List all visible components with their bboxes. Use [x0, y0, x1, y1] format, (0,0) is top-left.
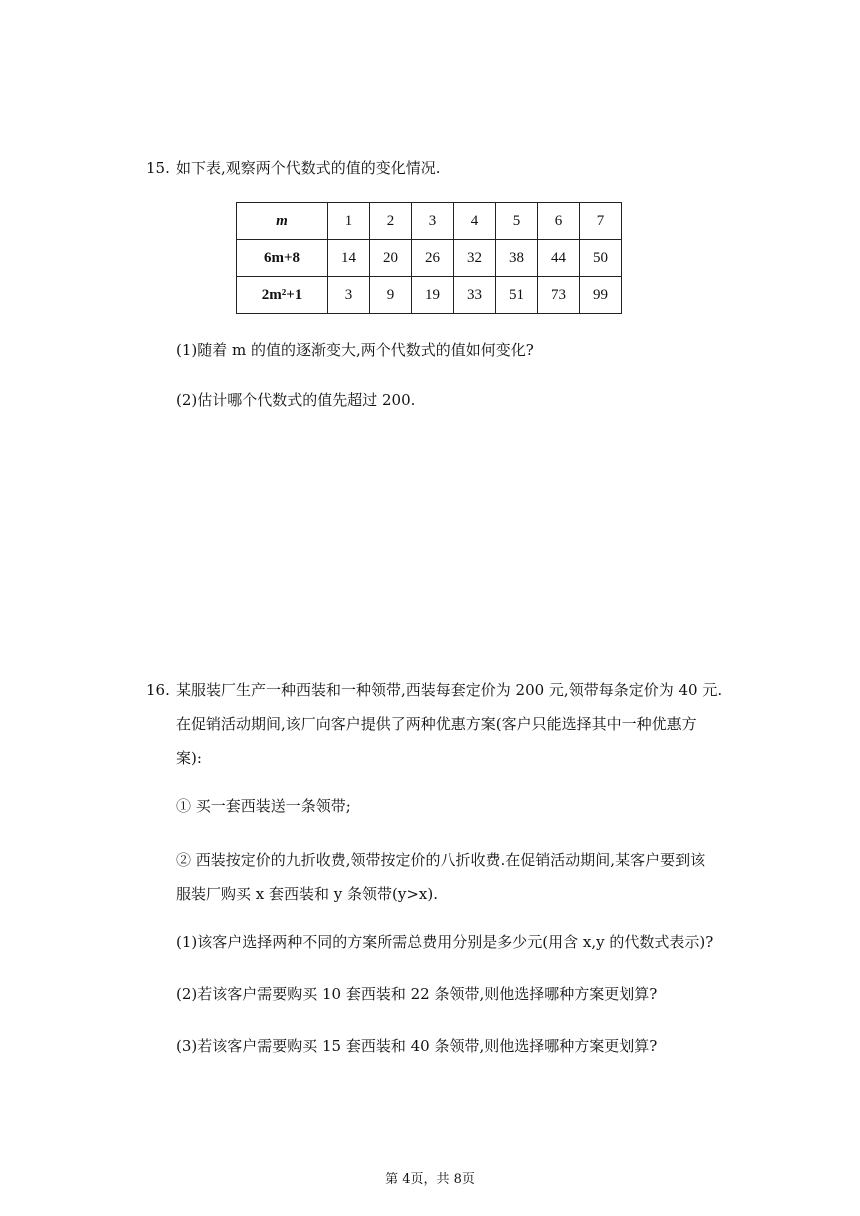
row-header-2m-squared-plus-1: 2m²+1: [237, 277, 328, 314]
question-16-line-1: 某服装厂生产一种西装和一种领带,西装每套定价为 200 元,领带每条定价为 40 元.: [176, 681, 723, 699]
question-16-number: 16.: [146, 681, 170, 699]
question-16-line-2: 在促销活动期间,该厂向客户提供了两种优惠方案(客户只能选择其中一种优惠方: [176, 715, 697, 733]
table-cell: 44: [538, 240, 580, 277]
question-15-number: 15.: [146, 159, 170, 177]
table-row: [237, 277, 622, 314]
table-row: [237, 240, 622, 277]
table-cell: 2: [370, 203, 412, 240]
table-cell: 5: [496, 203, 538, 240]
question-15-intro: 如下表,观察两个代数式的值的变化情况.: [176, 159, 441, 177]
table-cell: 32: [454, 240, 496, 277]
table-cell: 6: [538, 203, 580, 240]
value-table: [236, 202, 622, 314]
table-cell: 1: [328, 203, 370, 240]
question-16-part-2: (2)若该客户需要购买 10 套西装和 22 条领带,则他选择哪种方案更划算?: [176, 985, 658, 1003]
table-cell: 26: [412, 240, 454, 277]
table-cell: 19: [412, 277, 454, 314]
question-16-option-2-line-1: ② 西装按定价的九折收费,领带按定价的八折收费.在促销活动期间,某客户要到该: [176, 851, 706, 869]
table-cell: 51: [496, 277, 538, 314]
table-cell: 73: [538, 277, 580, 314]
row-header-6m-plus-8: 6m+8: [237, 240, 328, 277]
question-16-option-1: ① 买一套西装送一条领带;: [176, 797, 351, 815]
table-cell: 4: [454, 203, 496, 240]
question-15-part-1: (1)随着 m 的值的逐渐变大,两个代数式的值如何变化?: [176, 341, 534, 359]
question-16-part-1: (1)该客户选择两种不同的方案所需总费用分别是多少元(用含 x,y 的代数式表示)?: [176, 933, 714, 951]
page-footer: 第 4页，共 8页: [385, 1172, 475, 1187]
table-cell: 33: [454, 277, 496, 314]
question-16-part-3: (3)若该客户需要购买 15 套西装和 40 条领带,则他选择哪种方案更划算?: [176, 1037, 658, 1055]
row-header-m: m: [237, 203, 328, 240]
table-cell: 20: [370, 240, 412, 277]
table-cell: 99: [580, 277, 622, 314]
table-cell: 14: [328, 240, 370, 277]
question-16-line-3: 案):: [176, 749, 202, 767]
table-cell: 50: [580, 240, 622, 277]
question-15-part-2: (2)估计哪个代数式的值先超过 200.: [176, 391, 416, 409]
table-cell: 9: [370, 277, 412, 314]
question-16-option-2-line-2: 服装厂购买 x 套西装和 y 条领带(y>x).: [176, 885, 438, 903]
table-cell: 3: [328, 277, 370, 314]
table-cell: 38: [496, 240, 538, 277]
table-row: [237, 203, 622, 240]
table-cell: 3: [412, 203, 454, 240]
table-cell: 7: [580, 203, 622, 240]
